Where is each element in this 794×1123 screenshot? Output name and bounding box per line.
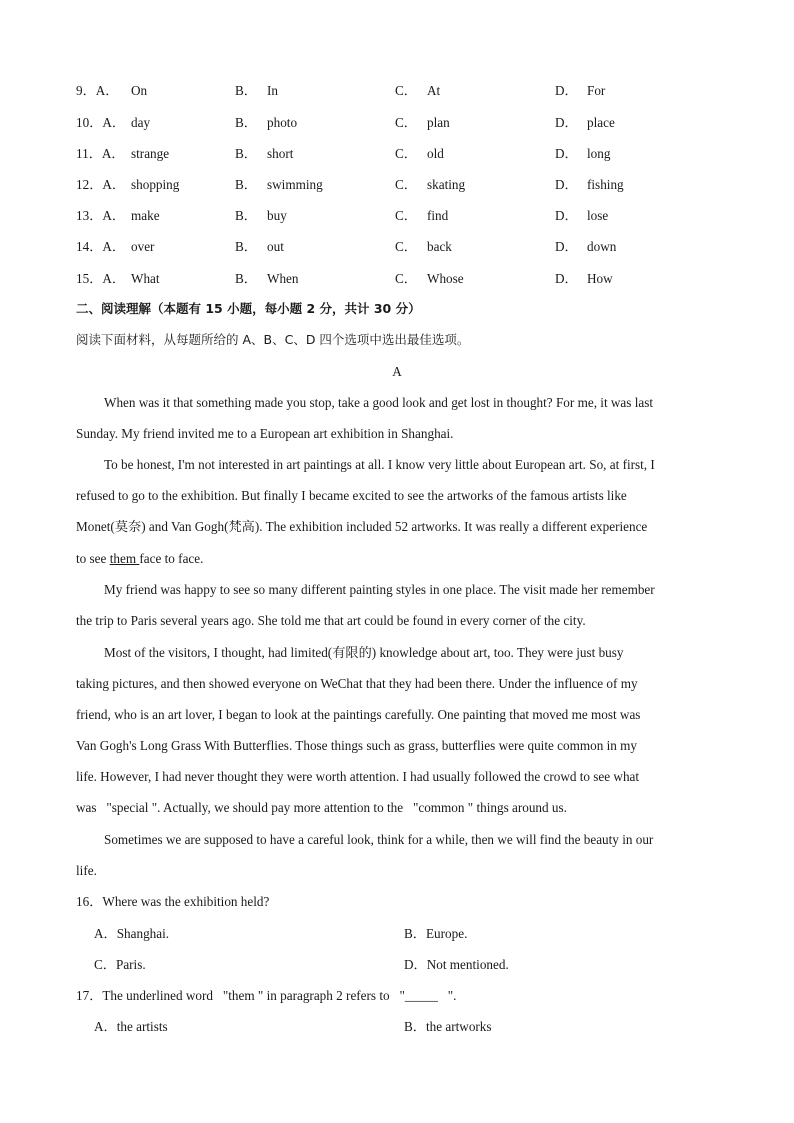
option-b-label: B． bbox=[235, 271, 257, 286]
option-d[interactable]: For bbox=[587, 83, 606, 98]
cloze-option-row bbox=[0, 237, 794, 257]
passage-line bbox=[76, 549, 203, 569]
option-b-label: B． bbox=[235, 239, 257, 254]
option-d-label: D． bbox=[555, 208, 578, 223]
option-c-label: C． bbox=[395, 208, 417, 223]
option-a[interactable]: over bbox=[131, 239, 155, 254]
option-c[interactable]: At bbox=[427, 83, 441, 98]
option-b[interactable]: short bbox=[267, 146, 294, 161]
passage-line: When was it that something made you stop, take a good look and get lost in thought? For me, it was last bbox=[104, 395, 654, 410]
option-b[interactable]: When bbox=[267, 271, 299, 286]
option-d[interactable]: place bbox=[587, 115, 615, 130]
section-instruction: 阅读下面材料，从每题所给的 A、B、C、D 四个选项中选出最佳选项。 bbox=[76, 332, 470, 347]
option-b-label: B． bbox=[235, 208, 257, 223]
passage-line: Sunday. My friend invited me to a European art exhibition in Shanghai. bbox=[76, 426, 454, 441]
cloze-option-row bbox=[0, 206, 794, 226]
option-d-label: D． bbox=[555, 115, 578, 130]
option-b[interactable]: In bbox=[267, 83, 278, 98]
question-number: 14．A． bbox=[76, 239, 126, 254]
passage-text: face to face. bbox=[139, 551, 204, 566]
option-b-label: B． bbox=[235, 115, 257, 130]
option-a[interactable]: strange bbox=[131, 146, 170, 161]
option-a[interactable]: What bbox=[131, 271, 160, 286]
question-17-stem: 17．The underlined word "them " in paragraph 2 refers to "_____ ". bbox=[76, 988, 457, 1003]
option-c-label: C． bbox=[395, 271, 417, 286]
passage-line: Most of the visitors, I thought, had limited(有限的) knowledge about art, too. They were just busy bbox=[104, 645, 624, 660]
option-d[interactable]: How bbox=[587, 271, 613, 286]
passage-line: To be honest, I'm not interested in art paintings at all. I know very little about European art. So, at first, I bbox=[104, 457, 655, 472]
passage-text: to see bbox=[76, 551, 110, 566]
option-d[interactable]: fishing bbox=[587, 177, 624, 192]
option-b[interactable]: swimming bbox=[267, 177, 323, 192]
option-d-label: D． bbox=[555, 239, 578, 254]
option-a[interactable]: make bbox=[131, 208, 160, 223]
q16-option-c[interactable]: C．Paris. bbox=[94, 957, 146, 972]
option-d-label: D． bbox=[555, 83, 578, 98]
option-b-label: B． bbox=[235, 146, 257, 161]
option-b-label: B． bbox=[235, 83, 257, 98]
q17-option-b[interactable]: B．the artworks bbox=[404, 1019, 492, 1034]
passage-line: Van Gogh's Long Grass With Butterflies. Those things such as grass, butterflies were quite common in my bbox=[76, 738, 638, 753]
option-c[interactable]: find bbox=[427, 208, 449, 223]
q17-option-a[interactable]: A．the artists bbox=[94, 1019, 168, 1034]
option-c-label: C． bbox=[395, 83, 417, 98]
option-d[interactable]: down bbox=[587, 239, 617, 254]
option-c[interactable]: back bbox=[427, 239, 452, 254]
underlined-word: them bbox=[109, 551, 140, 566]
option-c-label: C． bbox=[395, 239, 417, 254]
passage-line: life. bbox=[76, 863, 97, 878]
question-16-stem: 16．Where was the exhibition held? bbox=[76, 894, 270, 909]
option-a[interactable]: day bbox=[131, 115, 151, 130]
cloze-option-row bbox=[0, 269, 794, 289]
option-b[interactable]: out bbox=[267, 239, 284, 254]
option-d-label: D． bbox=[555, 177, 578, 192]
option-a[interactable]: shopping bbox=[131, 177, 180, 192]
option-b[interactable]: buy bbox=[267, 208, 287, 223]
question-number: 15．A． bbox=[76, 271, 126, 286]
passage-line: Monet(莫奈) and Van Gogh(梵高). The exhibition included 52 artworks. It was really a different experience bbox=[76, 519, 648, 534]
option-b[interactable]: photo bbox=[267, 115, 298, 130]
option-c[interactable]: old bbox=[427, 146, 444, 161]
passage-line: My friend was happy to see so many different painting styles in one place. The visit made her remember bbox=[104, 582, 655, 597]
passage-line: the trip to Paris several years ago. She told me that art could be found in every corner of the city. bbox=[76, 613, 586, 628]
question-number: 10．A． bbox=[76, 115, 126, 130]
question-number: 12．A． bbox=[76, 177, 126, 192]
option-a[interactable]: On bbox=[131, 83, 148, 98]
passage-label: A bbox=[392, 364, 402, 379]
option-c-label: C． bbox=[395, 146, 417, 161]
passage-line: refused to go to the exhibition. But finally I became excited to see the artworks of the famous artists like bbox=[76, 488, 627, 503]
option-d-label: D． bbox=[555, 271, 578, 286]
passage-line: life. However, I had never thought they were worth attention. I had usually followed the crowd to see what bbox=[76, 769, 640, 784]
question-number: 13．A． bbox=[76, 208, 126, 223]
q16-option-a[interactable]: A．Shanghai. bbox=[94, 926, 170, 941]
option-c-label: C． bbox=[395, 177, 417, 192]
option-d[interactable]: long bbox=[587, 146, 611, 161]
option-d-label: D． bbox=[555, 146, 578, 161]
question-number: 11．A． bbox=[76, 146, 125, 161]
option-c[interactable]: skating bbox=[427, 177, 466, 192]
cloze-option-row bbox=[0, 81, 794, 101]
option-d[interactable]: lose bbox=[587, 208, 609, 223]
question-number: 9．A． bbox=[76, 83, 119, 98]
passage-line: friend, who is an art lover, I began to look at the paintings carefully. One painting that moved me most was bbox=[76, 707, 641, 722]
q16-option-b[interactable]: B．Europe. bbox=[404, 926, 468, 941]
passage-line: was "special ". Actually, we should pay more attention to the "common " things around us. bbox=[76, 800, 567, 815]
passage-line: taking pictures, and then showed everyone on WeChat that they had been there. Under the influence of my bbox=[76, 676, 638, 691]
section-title: 二、阅读理解（本题有 15 小题，每小题 2 分，共计 30 分） bbox=[76, 301, 421, 316]
option-b-label: B． bbox=[235, 177, 257, 192]
option-c[interactable]: Whose bbox=[427, 271, 464, 286]
option-c-label: C． bbox=[395, 115, 417, 130]
cloze-option-row bbox=[0, 144, 794, 164]
cloze-option-row bbox=[0, 175, 794, 195]
passage-line: Sometimes we are supposed to have a careful look, think for a while, then we will find the beauty in our bbox=[104, 832, 654, 847]
cloze-option-row bbox=[0, 113, 794, 133]
q16-option-d[interactable]: D．Not mentioned. bbox=[404, 957, 509, 972]
option-c[interactable]: plan bbox=[427, 115, 450, 130]
